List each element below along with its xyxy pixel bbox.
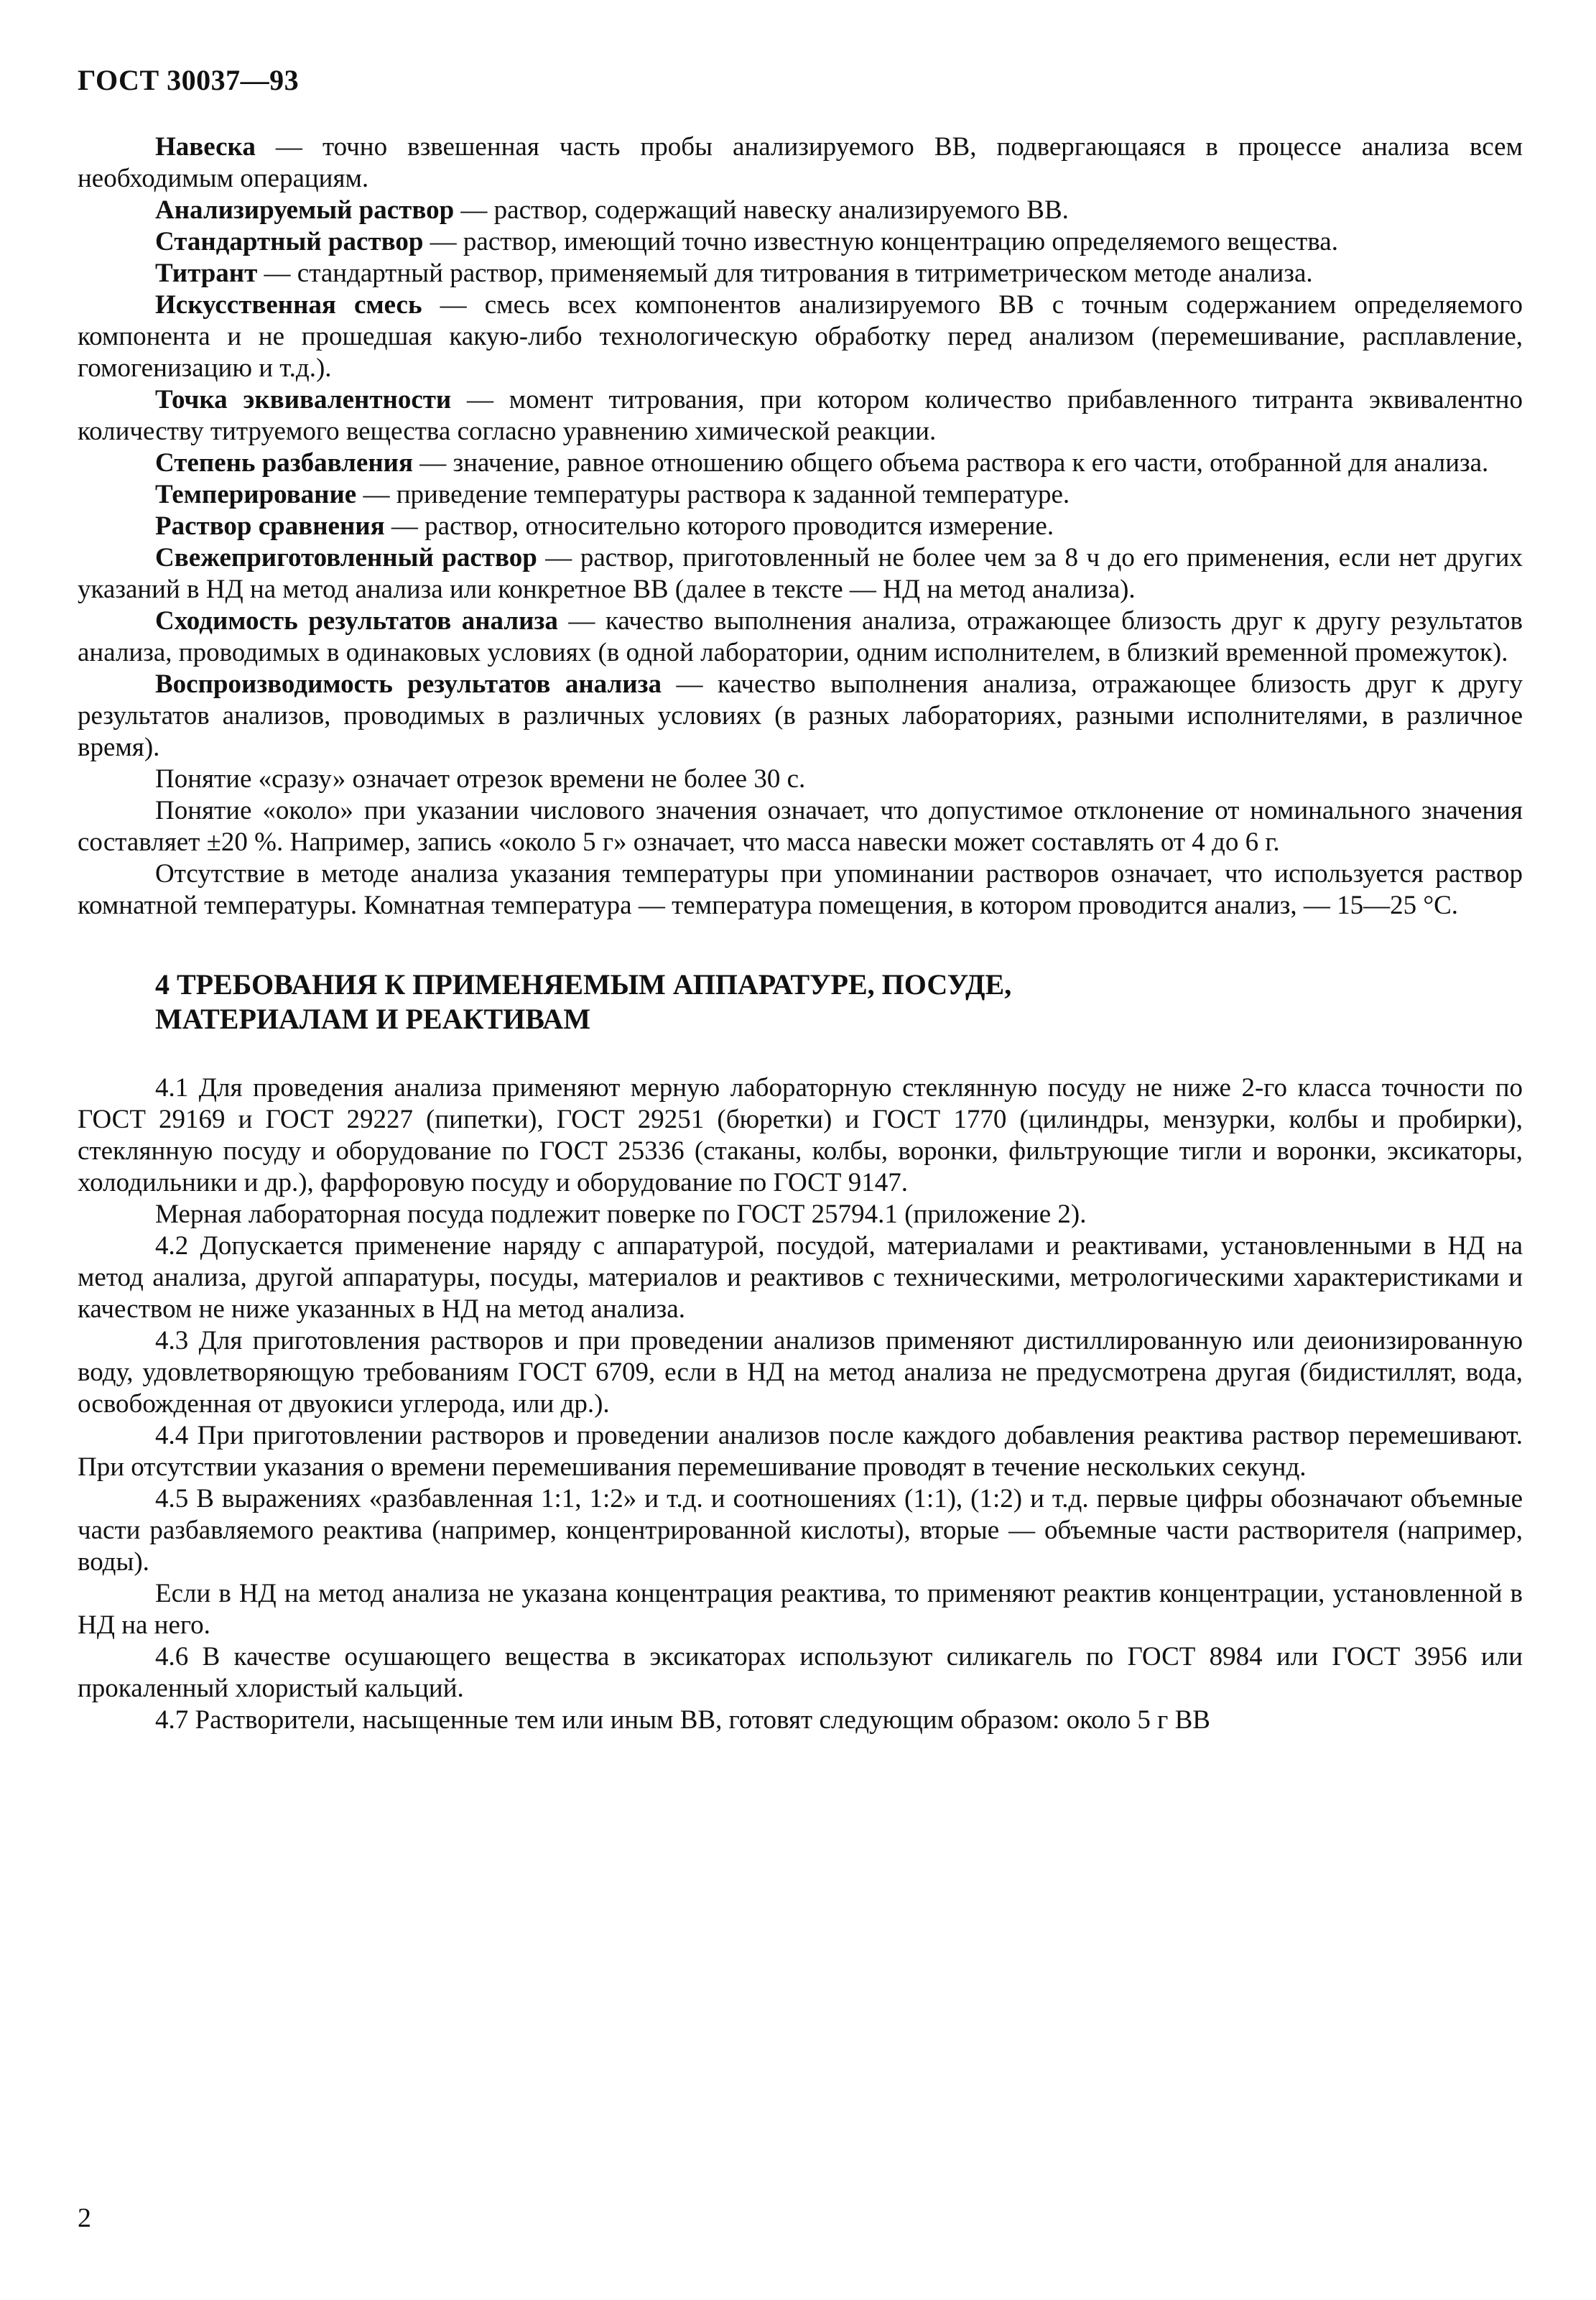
definition-item [78,606,1523,669]
definition-text: — раствор, приготовленный не более чем за 8 ч до его применения, если нет других указаний в НД на метод анализа или конкретное ВВ (далее в тексте — НД на метод анализа). [78,543,1523,604]
section-heading [155,968,1523,1037]
section-paragraph: 4.2 Допускается применение наряду с аппаратурой, посудой, материалами и реактивами, установленными в НД на метод анализа, другой аппаратуры, посуды, материалов и реактивов с техническими, метрологическими характеристиками и качеством не ниже указанных в НД на метод анализа. [78,1231,1523,1324]
definition-text: — качество выполнения анализа, отражающее близость друг к другу результатов анализов, проводимых в различных условиях (в разных лабораториях, разными исполнителями, в различное время). [78,669,1523,762]
definition-term: Степень разбавления [155,448,413,478]
section-paragraph: 4.6 В качестве осушающего вещества в эксикаторах используют силикагель по ГОСТ 8984 или ГОСТ 3956 или прокаленный хлористый кальций. [78,1642,1523,1703]
definition-text: — раствор, имеющий точно известную концентрацию определяемого вещества. [423,227,1338,256]
note-paragraph: Понятие «сразу» означает отрезок времени не более 30 с. [155,764,806,794]
section-paragraph: 4.1 Для проведения анализа применяют мерную лабораторную стеклянную посуду не ниже 2-го класса точности по ГОСТ 29169 и ГОСТ 29227 (пипетки), ГОСТ 29251 (бюретки) и ГОСТ 1770 (цилиндры, мензурки, колбы и пробирки), стеклянную посуду и оборудование по ГОСТ 25336 (стаканы, колбы, воронки, фильтрующие тигли и воронки, эксикаторы, холодильники и др.), фарфоровую посуду и оборудование по ГОСТ 9147. [78,1073,1523,1197]
definition-term: Темперирование [155,480,357,509]
definitions-block [78,131,1523,764]
definition-term: Стандартный раствор [155,227,424,256]
definition-term: Искусственная смесь [155,290,422,320]
definition-text: — раствор, содержащий навеску анализируемого ВВ. [454,195,1069,225]
note-paragraph: Понятие «около» при указании числового значения означает, что допустимое отклонение от номинального значения составляет ±20 %. Например, запись «около 5 г» означает, что масса навески может составлять от 4 до 6 г. [78,796,1523,857]
definition-term: Точка эквивалентности [155,385,452,414]
definition-term: Сходимость результатов анализа [155,606,558,636]
page-number: 2 [78,2203,91,2233]
definition-text: — качество выполнения анализа, отражающее близость друг к другу результатов анализа, проводимых в одинаковых условиях (в одной лаборатории, одним исполнителем, в близкий временной промежуток). [78,606,1523,667]
section-paragraph: Если в НД на метод анализа не указана концентрация реактива, то применяют реактив концентрации, установленной в НД на него. [78,1579,1523,1640]
section-body [78,1072,1523,1736]
section-paragraph: 4.3 Для приготовления растворов и при проведении анализов применяют дистиллированную или деионизированную воду, удовлетворяющую требованиям ГОСТ 6709, если в НД на метод анализа не предусмотрена другая (бидистиллят, вода, освобожденная от двуокиси углерода, или др.). [78,1326,1523,1419]
definition-item [78,131,1523,195]
definition-item [78,195,1523,226]
note-paragraph: Отсутствие в методе анализа указания температуры при упоминании растворов означает, что используется раствор комнатной температуры. Комнатная температура — температура помещения, в котором проводится анализ, — 15—25 °С. [78,859,1523,920]
definition-term: Раствор сравнения [155,511,385,541]
definition-item [78,289,1523,384]
definition-item [78,542,1523,606]
definition-term: Анализируемый раствор [155,195,455,225]
definition-item [78,226,1523,258]
definition-item [78,384,1523,448]
definition-text: — стандартный раствор, применяемый для титрования в титриметрическом методе анализа. [257,259,1313,288]
section-heading-line: 4 ТРЕБОВАНИЯ К ПРИМЕНЯЕМЫМ АППАРАТУРЕ, ПОСУДЕ, [155,968,1012,1001]
definition-term: Свежеприготовленный раствор [155,543,537,572]
notes-block [78,764,1523,922]
definition-text: — значение, равное отношению общего объема раствора к его части, отобранной для анализа. [412,448,1489,478]
definition-text: — точно взвешенная часть пробы анализируемого ВВ, подвергающаяся в процессе анализа всем необходимым операциям. [78,132,1523,193]
definition-item [78,448,1523,479]
definition-item [78,511,1523,542]
definition-term: Титрант [155,259,258,288]
definition-term: Навеска [155,132,256,162]
section-paragraph: 4.7 Растворители, насыщенные тем или иным ВВ, готовят следующим образом: около 5 г ВВ [155,1705,1210,1735]
section-paragraph: 4.4 При приготовлении растворов и проведении анализов после каждого добавления реактива раствор перемешивают. При отсутствии указания о времени перемешивания перемешивание проводят в течение нескольких секунд. [78,1421,1523,1482]
definition-text: — раствор, относительно которого проводится измерение. [384,511,1054,541]
section-paragraph: Мерная лабораторная посуда подлежит поверке по ГОСТ 25794.1 (приложение 2). [155,1200,1087,1229]
definition-term: Воспроизводимость результатов анализа [155,669,662,699]
section-heading-line: МАТЕРИАЛАМ И РЕАКТИВАМ [155,1003,591,1035]
definition-item [78,258,1523,289]
definition-text: — смесь всех компонентов анализируемого ВВ с точным содержанием определяемого компонента и не прошедшая какую-либо технологическую обработку перед анализом (перемешивание, расплавление, гомогенизацию и т.д.). [78,290,1523,383]
document-code: ГОСТ 30037—93 [78,64,300,96]
definition-item [78,669,1523,764]
definition-text: — момент титрования, при котором количество прибавленного титранта эквивалентно количеству титруемого вещества согласно уравнению химической реакции. [78,385,1523,446]
definition-item [78,479,1523,511]
section-paragraph: 4.5 В выражениях «разбавленная 1:1, 1:2» и т.д. и соотношениях (1:1), (1:2) и т.д. первые цифры обозначают объемные части разбавляемого реактива (например, концентрированной кислоты), вторые — объемные части растворителя (например, воды). [78,1484,1523,1577]
definition-text: — приведение температуры раствора к заданной температуре. [356,480,1070,509]
